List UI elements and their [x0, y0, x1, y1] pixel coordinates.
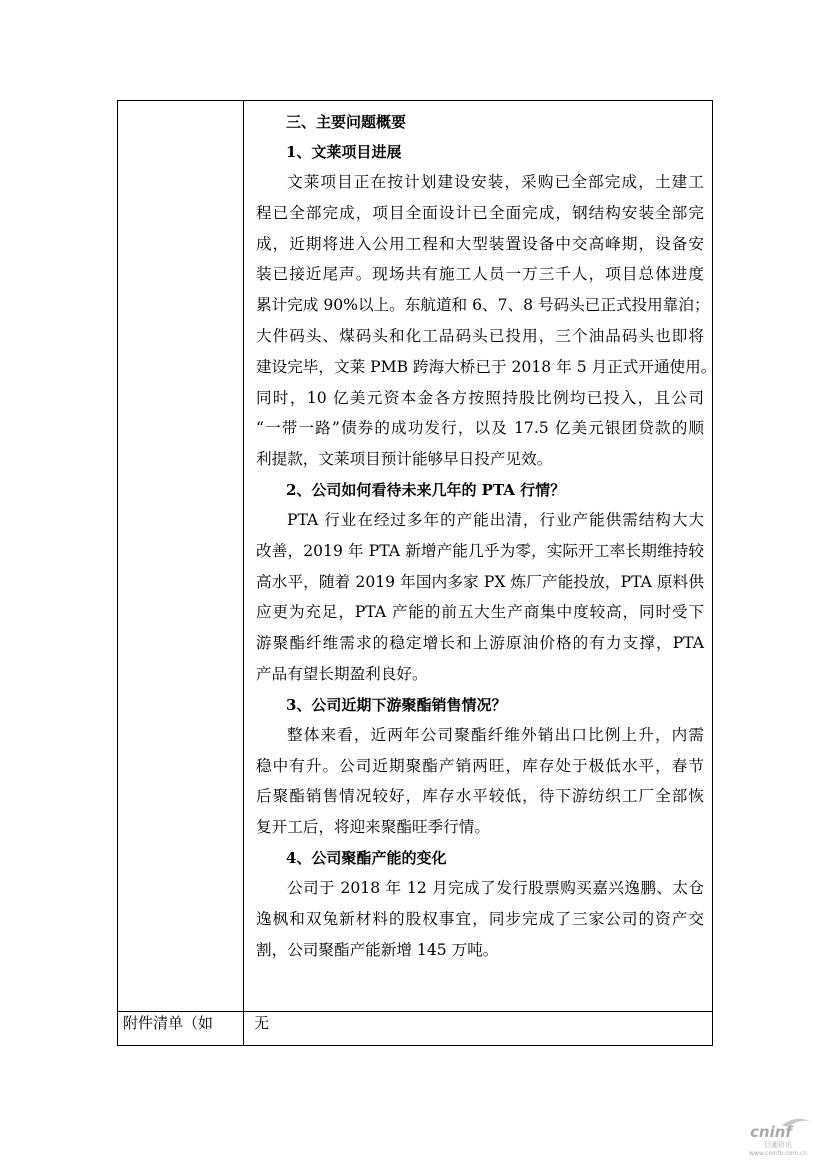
answer-line: 程已全部完成，项目全面设计已全面完成，钢结构安装全部完	[256, 203, 704, 222]
answer-line: “一带一路”债券的成功发行，以及 17.5 亿美元银团贷款的顺	[256, 419, 704, 438]
answer-line: 应更为充足，PTA 产能的前五大生产商集中度较高，同时受下	[256, 603, 704, 622]
answer-line: 复开工后，将迎来聚酯旺季行情。	[256, 818, 490, 837]
answer-line: 装已接近尾声。现场共有施工人员一万三千人，项目总体进度	[256, 265, 704, 284]
question-answer	[256, 720, 704, 843]
logo-brand: cninf	[750, 1123, 792, 1141]
question-answer	[256, 167, 717, 475]
question-heading: 4、公司聚酯产能的变化	[286, 848, 447, 867]
interview-record-table	[117, 100, 717, 1046]
answer-line: 逸枫和双兔新材料的股权事宜，同步完成了三家公司的资产交	[256, 909, 704, 928]
attachment-value: 无	[244, 1012, 713, 1046]
answer-line: 利提款，文莱项目预计能够早日投产见效。	[256, 450, 553, 469]
question-heading: 1、文莱项目进展	[286, 143, 402, 161]
attachment-label: 附件清单（如	[118, 1012, 244, 1046]
summary-content	[244, 101, 717, 965]
question-list	[256, 137, 717, 965]
attachment-row	[118, 1012, 713, 1046]
question-heading: 2、公司如何看待未来几年的 PTA 行情？	[286, 480, 566, 499]
answer-line: 高水平，随着 2019 年国内多家 PX 炼厂产能投放，PTA 原料供	[256, 572, 704, 591]
answer-line: 同时，10 亿美元资本金各方按照持股比例均已投入，且公司	[256, 388, 704, 407]
answer-line: 整体来看，近两年公司聚酯纤维外销出口比例上升，内需	[287, 725, 704, 744]
question-heading: 3、公司近期下游聚酯销售情况？	[286, 695, 507, 714]
answer-line: 游聚酯纤维需求的稳定增长和上游原油价格的有力支撑，PTA	[256, 634, 704, 653]
answer-line: 成，近期将进入公用工程和大型装置设备中交高峰期，设备安	[256, 234, 704, 253]
left-label-cell	[118, 101, 244, 1012]
answer-line: 大件码头、煤码头和化工品码头已投用，三个油品码头也即将	[256, 326, 704, 345]
question-answer	[256, 873, 704, 965]
answer-line: 产品有望长期盈利良好。	[256, 664, 428, 683]
answer-line: 公司于 2018 年 12 月完成了发行股票购买嘉兴逸鹏、太仓	[287, 878, 704, 897]
answer-line: 改善，2019 年 PTA 新增产能几乎为零，实际开工率长期维持较	[256, 541, 704, 560]
logo-url: www.cninfo.com.cn	[749, 1150, 808, 1157]
answer-line: 累计完成 90%以上。东航道和 6、7、8 号码头已正式投用靠泊；	[256, 296, 710, 315]
answer-line: 稳中有升。公司近期聚酯产销两旺，库存处于极低水平，春节	[256, 756, 704, 775]
question-answer	[256, 505, 704, 690]
answer-line: 后聚酯销售情况较好，库存水平较低，待下游纺织工厂全部恢	[256, 787, 704, 806]
answer-line: 文莱项目正在按计划建设安装，采购已全部完成，土建工	[287, 173, 704, 191]
cninfo-logo	[748, 1115, 814, 1157]
answer-line: 割，公司聚酯产能新增 145 万吨。	[256, 940, 499, 959]
summary-row	[118, 101, 713, 1012]
answer-line: PTA 行业在经过多年的产能出清，行业产能供需结构大大	[287, 510, 704, 529]
logo-chinese: 巨潮资讯	[764, 1141, 792, 1149]
section-title: 三、主要问题概要	[286, 113, 407, 131]
answer-line: 建设完毕，文莱 PMB 跨海大桥已于 2018 年 5 月正式开通使用。	[256, 357, 717, 376]
summary-content-cell	[244, 101, 717, 1012]
